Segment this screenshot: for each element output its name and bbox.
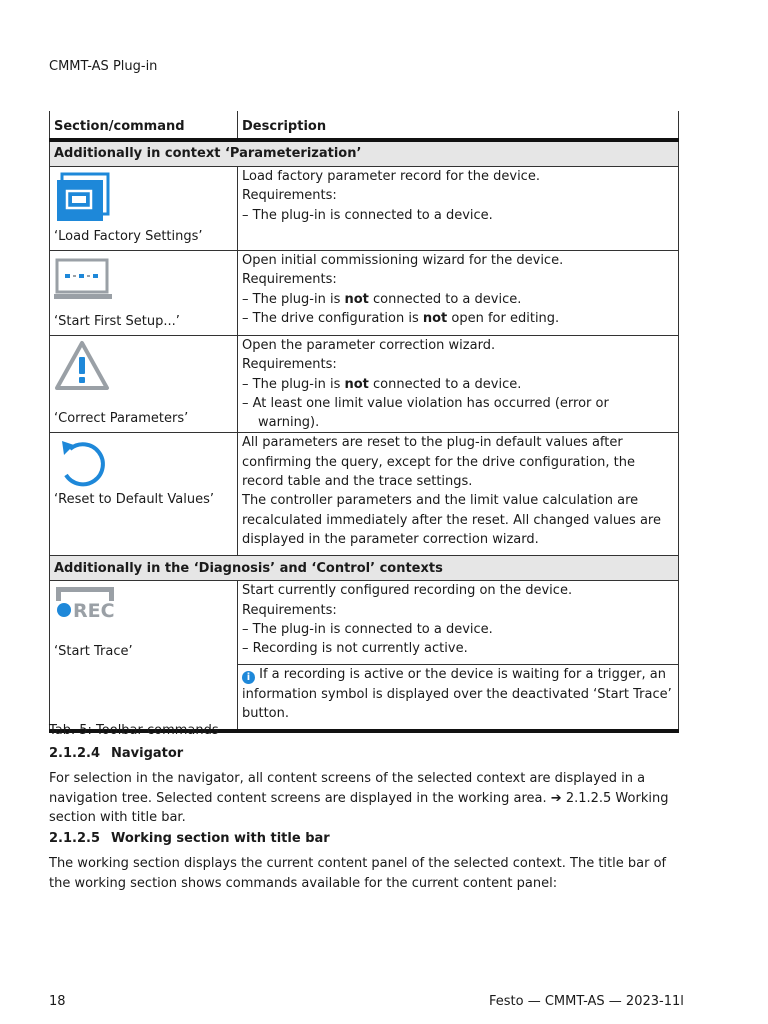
rec-icon [54, 585, 116, 629]
navigator-paragraph [49, 769, 679, 828]
table-row [50, 167, 679, 251]
requirement-item: – The plug-in is not connected to a device. [242, 291, 522, 307]
column-header-description: Description [238, 111, 679, 140]
command-label: ‘Load Factory Settings’ [54, 228, 203, 244]
cross-reference-link[interactable]: ➔ 2.1.2.5 Working section with title bar. [49, 790, 669, 825]
requirements-title: Requirements: [242, 188, 337, 204]
description-cell [238, 581, 679, 665]
requirement-item: – The drive configuration is not open for editing. [242, 310, 560, 326]
setup-wizard-icon [54, 255, 114, 303]
table-header-row [50, 111, 679, 140]
table-row [50, 251, 679, 336]
description-text: Start currently configured recording on the device. [242, 583, 573, 599]
factory-settings-icon [54, 171, 110, 223]
description-text: Load factory parameter record for the device. [242, 169, 540, 184]
context-row-parameterization [50, 140, 679, 167]
description-text: All parameters are reset to the plug-in default values after confirming the query, except for the drive configuration, the record table and the trace settings. [242, 435, 636, 490]
note-cell [238, 665, 679, 731]
requirement-item: – At least one limit value violation has occurred (error or warning). [242, 395, 609, 431]
toolbar-commands-table [49, 111, 679, 733]
requirements-title: Requirements: [242, 272, 337, 288]
command-cell [50, 581, 238, 731]
requirement-item: – The plug-in is connected to a device. [242, 207, 493, 223]
working-section-paragraph: The working section displays the current content panel of the selected context. The title bar of the working section shows commands available for the current content panel: [49, 856, 667, 891]
command-cell [50, 433, 238, 556]
command-cell [50, 336, 238, 433]
table-row [50, 433, 679, 556]
command-cell [50, 251, 238, 336]
description-text: The controller parameters and the limit value calculation are recalculated immediately after the reset. All changed values are displayed in the parameter correction wizard. [242, 493, 661, 547]
rec-icon-text: REC [73, 600, 115, 623]
section-number: 2.1.2.4 [49, 746, 100, 761]
document-reference: Festo — CMMT-AS — 2023-11l [489, 994, 684, 1009]
description-cell [238, 336, 679, 433]
description-text: Open the parameter correction wizard. [242, 338, 496, 353]
running-header: CMMT-AS Plug-in [49, 59, 158, 74]
reset-icon [54, 437, 114, 491]
section-heading-working-section [49, 831, 330, 846]
description-cell [238, 433, 679, 556]
table-row [50, 581, 679, 665]
context-label: Additionally in the ‘Diagnosis’ and ‘Control’ contexts [50, 556, 679, 581]
requirement-item: – Recording is not currently active. [242, 641, 468, 657]
context-label: Additionally in context ‘Parameterization’ [50, 140, 679, 167]
section-title: Working section with title bar [111, 831, 330, 846]
warning-icon [54, 340, 110, 392]
description-cell [238, 167, 679, 251]
paragraph-text: For selection in the navigator, all content screens of the selected context are displayed in a navigation tree. Selected content screens are displayed in the working area. [49, 771, 646, 806]
requirement-item: – The plug-in is connected to a device. [242, 622, 493, 638]
table-row [50, 336, 679, 433]
command-label: ‘Correct Parameters’ [54, 411, 189, 427]
info-icon: i [242, 671, 255, 684]
page-number: 18 [49, 994, 66, 1009]
command-label: ‘Start First Setup...’ [54, 313, 180, 329]
context-row-diagnosis-control [50, 556, 679, 581]
description-cell [238, 251, 679, 336]
section-heading-navigator [49, 746, 183, 761]
requirement-item: – The plug-in is not connected to a device. [242, 376, 522, 392]
command-label: ‘Reset to Default Values’ [54, 492, 214, 508]
column-header-section: Section/command [50, 111, 238, 140]
table-caption: Tab. 5: Toolbar commands [49, 723, 219, 738]
section-number: 2.1.2.5 [49, 831, 100, 846]
description-text: Open initial commissioning wizard for the device. [242, 253, 564, 268]
requirements-title: Requirements: [242, 357, 337, 373]
command-label: ‘Start Trace’ [54, 644, 133, 660]
section-title: Navigator [111, 746, 184, 761]
command-cell [50, 167, 238, 251]
requirements-title: Requirements: [242, 602, 337, 618]
note-text: If a recording is active or the device is waiting for a trigger, an information symbol is displayed over the deactivated ‘Start Trace’ button. [242, 667, 672, 722]
